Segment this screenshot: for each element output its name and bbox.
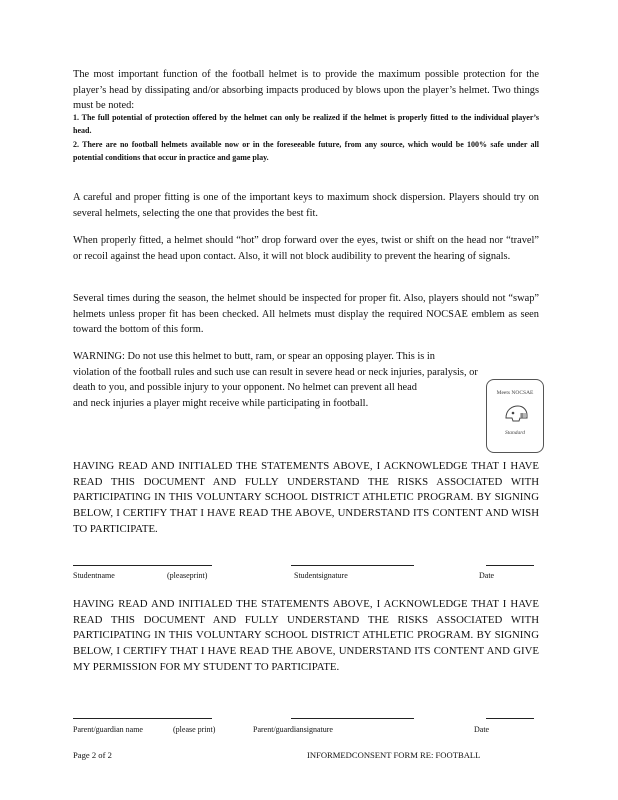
student-date-line[interactable] <box>486 565 534 566</box>
parent-date-label: Date <box>474 725 490 734</box>
parent-name-label: Parent/guardian name <box>73 725 143 734</box>
helmet-icon <box>503 404 529 424</box>
student-name-line[interactable] <box>73 565 212 566</box>
parent-signature-line[interactable] <box>291 718 414 719</box>
page-number: Page 2 of 2 <box>73 750 112 760</box>
student-date-label: Date <box>479 571 495 580</box>
student-signature-captions <box>0 571 618 583</box>
warning-line-4: and neck injuries a player might receive while participating in football. <box>73 397 369 409</box>
intro-paragraph: The most important function of the football helmet is to provide the maximum possible protection for the player’s head by dissipating and/or absorbing impacts produced by blows upon the player’s helmet. Two things must be noted: <box>73 69 539 112</box>
student-acknowledgement: HAVING READ AND INITIALED THE STATEMENTS ABOVE, I ACKNOWLEDGE THAT I HAVE READ THIS DOCUMENT AND FULLY UNDERSTAND THE RISKS ASSOCIATED WITH PARTICIPATING IN THIS VOLUNTARY SCHOOL DISTRICT ATHLETIC PROGRAM. BY SIGNING BELOW, I CERTIFY THAT I HAVE READ THE ABOVE, UNDERSTAND ITS CONTENT AND WISH TO PARTICIPATE. <box>73 460 539 535</box>
emblem-bottom-text: Standard <box>505 430 525 436</box>
warning-paragraph <box>73 349 539 411</box>
parent-print-label: (please print) <box>173 725 216 734</box>
parent-date-line[interactable] <box>486 718 534 719</box>
properly-fitted-paragraph: When properly fitted, a helmet should “hot” drop forward over the eyes, twist or shift on the head nor “travel” or recoil against the head upon contact. Also, it will not block audibility to prevent the hearing of signals. <box>73 235 539 262</box>
warning-line-2: violation of the football rules and such use can result in severe head or neck injuries, paralysis, or <box>73 366 478 378</box>
emblem-top-text: Meets NOCSAE <box>496 390 534 396</box>
parent-signature-label: Parent/guardiansignature <box>253 725 333 734</box>
note-2: 2. There are no football helmets available now or in the foreseeable future, from any source, which would be 100% safe under all potential conditions that occur in practice and game play. <box>73 140 539 163</box>
note-1: 1. The full potential of protection offered by the helmet can only be realized if the helmet is properly fitted to the individual player’s head. <box>73 113 539 136</box>
student-print-label: (pleaseprint) <box>167 571 208 580</box>
student-signature-label: Studentsignature <box>294 571 348 580</box>
warning-line-3: death to you, and possible injury to your opponent. No helmet can prevent all head <box>73 382 417 394</box>
student-signature-line[interactable] <box>291 565 414 566</box>
nocsae-emblem <box>486 379 544 453</box>
inspection-paragraph: Several times during the season, the helmet should be inspected for proper fit. Also, players should not “swap” helmets unless proper fit has been checked. All helmets must display the required NOCSAE emblem as seen toward the bottom of this form. <box>73 293 539 336</box>
student-name-label: Studentname <box>73 571 115 580</box>
fitting-paragraph: A careful and proper fitting is one of the important keys to maximum shock dispersion. Players should try on several helmets, selecting the one that provides the best fit. <box>73 192 539 219</box>
form-title: INFORMEDCONSENT FORM RE: FOOTBALL <box>307 750 481 760</box>
parent-signature-captions <box>0 725 618 737</box>
parent-acknowledgement: HAVING READ AND INITIALED THE STATEMENTS ABOVE, I ACKNOWLEDGE THAT I HAVE READ THIS DOCUMENT AND FULLY UNDERSTAND THE RISKS ASSOCIATED WITH PARTICIPATING IN THIS VOLUNTARY SCHOOL DISTRICT ATHLETIC PROGRAM. BY SIGNING BELOW, I CERTIFY THAT I HAVE READ THE ABOVE, UNDERSTAND ITS CONTENT AND GIVE MY PERMISSION FOR MY STUDENT TO PARTICIPATE. <box>73 598 539 673</box>
parent-name-line[interactable] <box>73 718 212 719</box>
warning-line-1: WARNING: Do not use this helmet to butt, ram, or spear an opposing player. This is in <box>73 351 435 362</box>
